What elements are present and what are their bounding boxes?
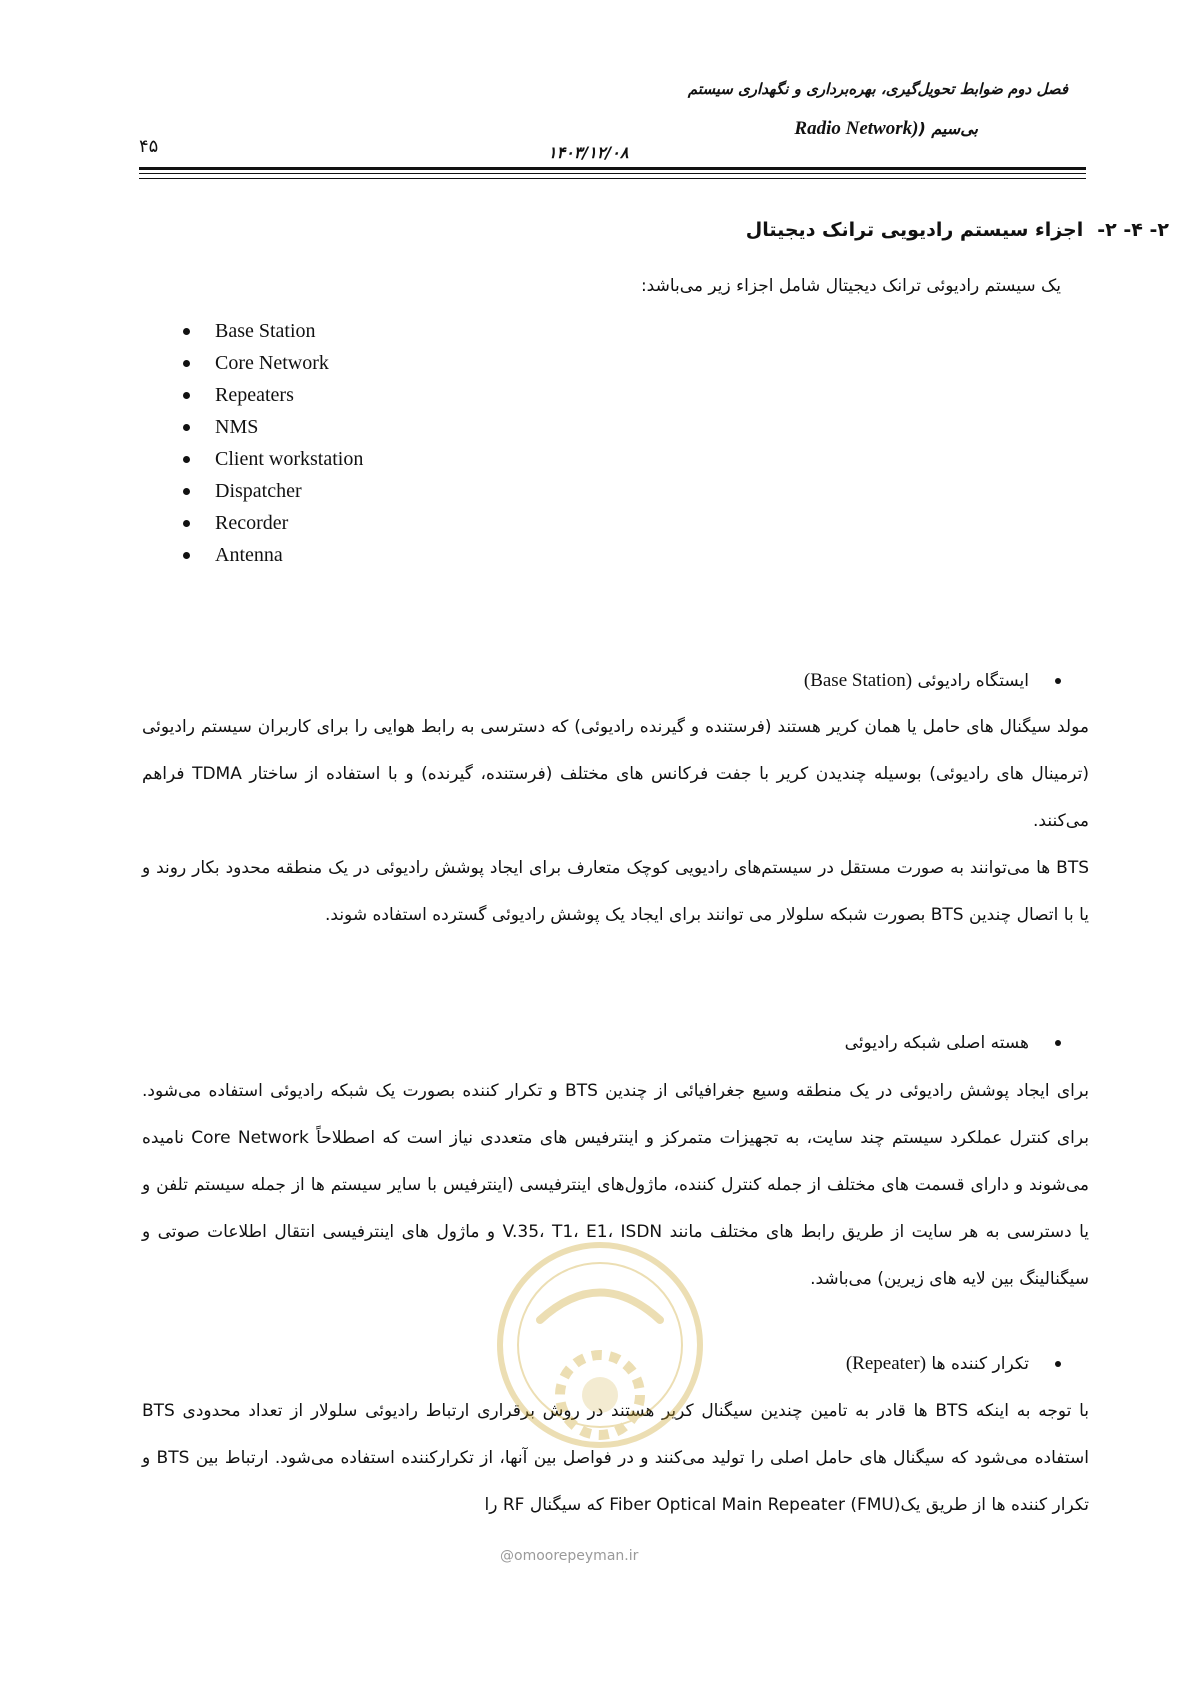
section-number: ۲- ۴- ۲- [1097,219,1169,241]
bullet-icon [183,520,190,527]
header-rule-thin-2 [139,178,1086,179]
bullet-icon [1055,1361,1061,1367]
bullet-icon [183,456,190,463]
list-item: Recorder [183,507,363,539]
bullet-icon [183,328,190,335]
bullet-icon [183,392,190,399]
repeater-paragraph: با توجه به اینکه BTS ها قادر به تامین چندین سیگنال کریر هستند در روش برقراری ارتباط رادیوئی سلولار از تعداد محدودی BTS استفاده می‌شود که سیگنال های حامل اصلی را تولید می‌کنند و در فواصل بین آنها، از تکرارکننده استفاده می‌شود. ارتباط بین BTS و تکرار کننده ها از طریق یک(FMU) Fiber Optical Main Repeater که سیگنال RF را [142,1401,1089,1515]
subtitle-fa: بی‌سیم ( [918,119,978,138]
core-network-heading: هسته اصلی شبکه رادیوئی [845,1033,1061,1053]
bullet-icon [1055,678,1061,684]
components-list [183,315,363,571]
bullet-icon [183,552,190,559]
list-item: Repeaters [183,379,363,411]
bullet-icon [183,360,190,367]
chapter-subtitle [794,118,978,140]
section-intro: یک سیستم رادیوئی ترانک دیجیتال شامل اجزاء زیر می‌باشد: [640,276,1061,296]
header-rule-thin [139,173,1086,174]
list-item: Antenna [183,539,363,571]
list-item: Client workstation [183,443,363,475]
bullet-icon [183,424,190,431]
bullet-icon [183,488,190,495]
core-network-paragraph: برای ایجاد پوشش رادیوئی در یک منطقه وسیع جغرافیائی از چندین BTS و تکرار کننده بصورت یک شبکه رادیوئی استفاده می‌شود. برای کنترل عملکرد سیستم چند سایت، به تجهیزات متمرکز و اینترفیس های متعددی نیاز است که اصطلاحاً Core Network نامیده می‌شوند و دارای قسمت های مختلف از جمله کنترل کننده، ماژول‌های اینترفیسی (اینترفیس با سایر سیستم ها از جمله سیستم تلفن و یا دسترسی به هر سایت از طریق رابط های مختلف مانند V.35، T1، E1، ISDN و ماژول های اینترفیسی انتقال اطلاعات صوتی و سیگنالینگ بین لایه های زیرین) می‌باشد. [142,1081,1089,1289]
list-item: NMS [183,411,363,443]
header-rule-thick [139,167,1086,170]
repeater-heading: تکرار کننده ها (Repeater) [846,1353,1061,1375]
bullet-icon [1055,1040,1061,1046]
base-station-paragraph-2: BTS ها می‌توانند به صورت مستقل در سیستم‌های رادیویی کوچک متعارف برای ایجاد پوشش رادیوئی در یک منطقه محدود بکار روند و یا با اتصال چندین BTS بصورت شبکه سلولار می توانند برای ایجاد یک پوشش رادیوئی گسترده استفاده شوند. [142,858,1089,925]
section-title: اجزاء سیستم رادیویی ترانک دیجیتال [745,219,1084,241]
list-item: Core Network [183,347,363,379]
chapter-title: فصل دوم ضوابط تحویل‌گیری، بهره‌برداری و نگهداری سیستم [687,80,1068,98]
list-item: Dispatcher [183,475,363,507]
base-station-paragraph-1: مولد سیگنال های حامل یا همان کریر هستند (فرستنده و گیرنده رادیوئی) که دسترسی به رابط هوایی را برای کاربران سیستم رادیوئی (ترمینال های رادیوئی) بوسیله چندیدن کریر با جفت فرکانس های مختلف (فرستنده، گیرنده) و با استفاده از ساختار TDMA فراهم می‌کنند. [142,717,1089,831]
subtitle-en: Radio Network) [794,118,919,139]
header-date: ۱۴۰۳/۱۲/۰۸ [548,143,629,162]
watermark-url: @omoorepeyman.ir [500,1548,639,1564]
list-item: Base Station [183,315,363,347]
base-station-heading: ایستگاه رادیوئی (Base Station) [804,670,1061,692]
section-heading [746,219,1169,241]
page-number: ۴۵ [139,136,159,157]
